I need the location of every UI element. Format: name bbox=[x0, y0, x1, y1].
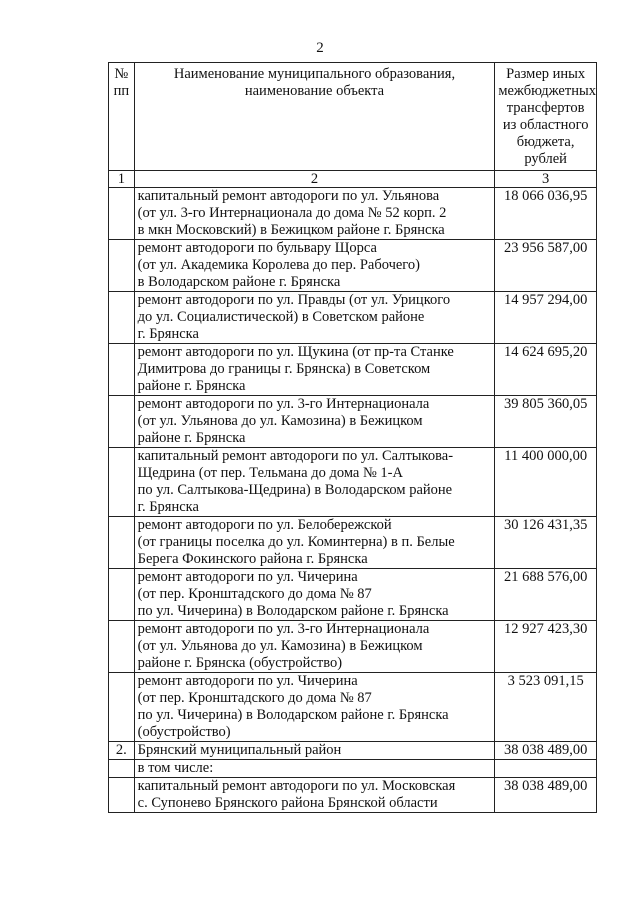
table-row bbox=[109, 517, 597, 569]
table-row bbox=[109, 448, 597, 517]
row-amount-cell: 14 957 294,00 bbox=[495, 292, 597, 344]
row-number-cell bbox=[109, 517, 135, 569]
row-name-cell: ремонт автодороги по ул. Белобережской (от границы поселка до ул. Коминтерна) в п. Белые Берега Фокинского района г. Брянска bbox=[134, 517, 495, 569]
row-number-cell bbox=[109, 188, 135, 240]
table-row bbox=[109, 344, 597, 396]
row-name-cell: ремонт автодороги по бульвару Щорса (от ул. Академика Королева до пер. Рабочего) в Володарском районе г. Брянска bbox=[134, 240, 495, 292]
row-number-cell bbox=[109, 344, 135, 396]
transfers-table bbox=[108, 62, 597, 813]
row-number-cell bbox=[109, 760, 135, 778]
header-amount: Размер иных межбюджетных трансфертов из областного бюджета, рублей bbox=[495, 63, 597, 171]
column-index: 3 bbox=[495, 171, 597, 188]
row-number-cell: 2. bbox=[109, 742, 135, 760]
table-row bbox=[109, 396, 597, 448]
row-amount-cell: 38 038 489,00 bbox=[495, 742, 597, 760]
row-name-cell: капитальный ремонт автодороги по ул. Московская с. Супонево Брянского района Брянской области bbox=[134, 778, 495, 813]
row-amount-cell: 23 956 587,00 bbox=[495, 240, 597, 292]
row-name-cell: Брянский муниципальный район bbox=[134, 742, 495, 760]
row-name-cell: ремонт автодороги по ул. 3-го Интернационала (от ул. Ульянова до ул. Камозина) в Бежицком районе г. Брянска (обустройство) bbox=[134, 621, 495, 673]
row-amount-cell: 3 523 091,15 bbox=[495, 673, 597, 742]
row-number-cell bbox=[109, 240, 135, 292]
table-row bbox=[109, 292, 597, 344]
row-name-cell: капитальный ремонт автодороги по ул. Салтыкова- Щедрина (от пер. Тельмана до дома № 1-А по ул. Салтыкова-Щедрина) в Володарском районе г. Брянска bbox=[134, 448, 495, 517]
row-name-cell: ремонт автодороги по ул. Щукина (от пр-та Станке Димитрова до границы г. Брянска) в Советском районе г. Брянска bbox=[134, 344, 495, 396]
header-name: Наименование муниципального образования, наименование объекта bbox=[134, 63, 495, 171]
row-number-cell bbox=[109, 673, 135, 742]
table-row bbox=[109, 778, 597, 813]
row-amount-cell: 11 400 000,00 bbox=[495, 448, 597, 517]
row-name-cell: ремонт автодороги по ул. 3-го Интернационала (от ул. Ульянова до ул. Камозина) в Бежицком районе г. Брянска bbox=[134, 396, 495, 448]
row-amount-cell: 30 126 431,35 bbox=[495, 517, 597, 569]
row-name-cell: в том числе: bbox=[134, 760, 495, 778]
row-amount-cell: 21 688 576,00 bbox=[495, 569, 597, 621]
table-header-row bbox=[109, 63, 597, 171]
row-name-cell: ремонт автодороги по ул. Чичерина (от пер. Кронштадского до дома № 87 по ул. Чичерина) в Володарском районе г. Брянска bbox=[134, 569, 495, 621]
header-number: № пп bbox=[109, 63, 135, 171]
table-row bbox=[109, 569, 597, 621]
row-amount-cell bbox=[495, 760, 597, 778]
row-number-cell bbox=[109, 621, 135, 673]
row-number-cell bbox=[109, 778, 135, 813]
column-index: 2 bbox=[134, 171, 495, 188]
row-number-cell bbox=[109, 292, 135, 344]
table-row bbox=[109, 240, 597, 292]
table-row bbox=[109, 673, 597, 742]
row-amount-cell: 39 805 360,05 bbox=[495, 396, 597, 448]
row-name-cell: ремонт автодороги по ул. Правды (от ул. Урицкого до ул. Социалистической) в Советском районе г. Брянска bbox=[134, 292, 495, 344]
row-amount-cell: 38 038 489,00 bbox=[495, 778, 597, 813]
row-number-cell bbox=[109, 448, 135, 517]
row-number-cell bbox=[109, 569, 135, 621]
row-amount-cell: 18 066 036,95 bbox=[495, 188, 597, 240]
table-row bbox=[109, 188, 597, 240]
table-row bbox=[109, 742, 597, 760]
row-amount-cell: 14 624 695,20 bbox=[495, 344, 597, 396]
column-index-row bbox=[109, 171, 597, 188]
row-amount-cell: 12 927 423,30 bbox=[495, 621, 597, 673]
table-row bbox=[109, 621, 597, 673]
row-name-cell: капитальный ремонт автодороги по ул. Ульянова (от ул. 3-го Интернационала до дома № 52 корп. 2 в мкн Московский) в Бежицком районе г. Брянска bbox=[134, 188, 495, 240]
page-number: 2 bbox=[316, 40, 324, 56]
table-row bbox=[109, 760, 597, 778]
row-name-cell: ремонт автодороги по ул. Чичерина (от пер. Кронштадского до дома № 87 по ул. Чичерина) в Володарском районе г. Брянска (обустройство) bbox=[134, 673, 495, 742]
column-index: 1 bbox=[109, 171, 135, 188]
row-number-cell bbox=[109, 396, 135, 448]
